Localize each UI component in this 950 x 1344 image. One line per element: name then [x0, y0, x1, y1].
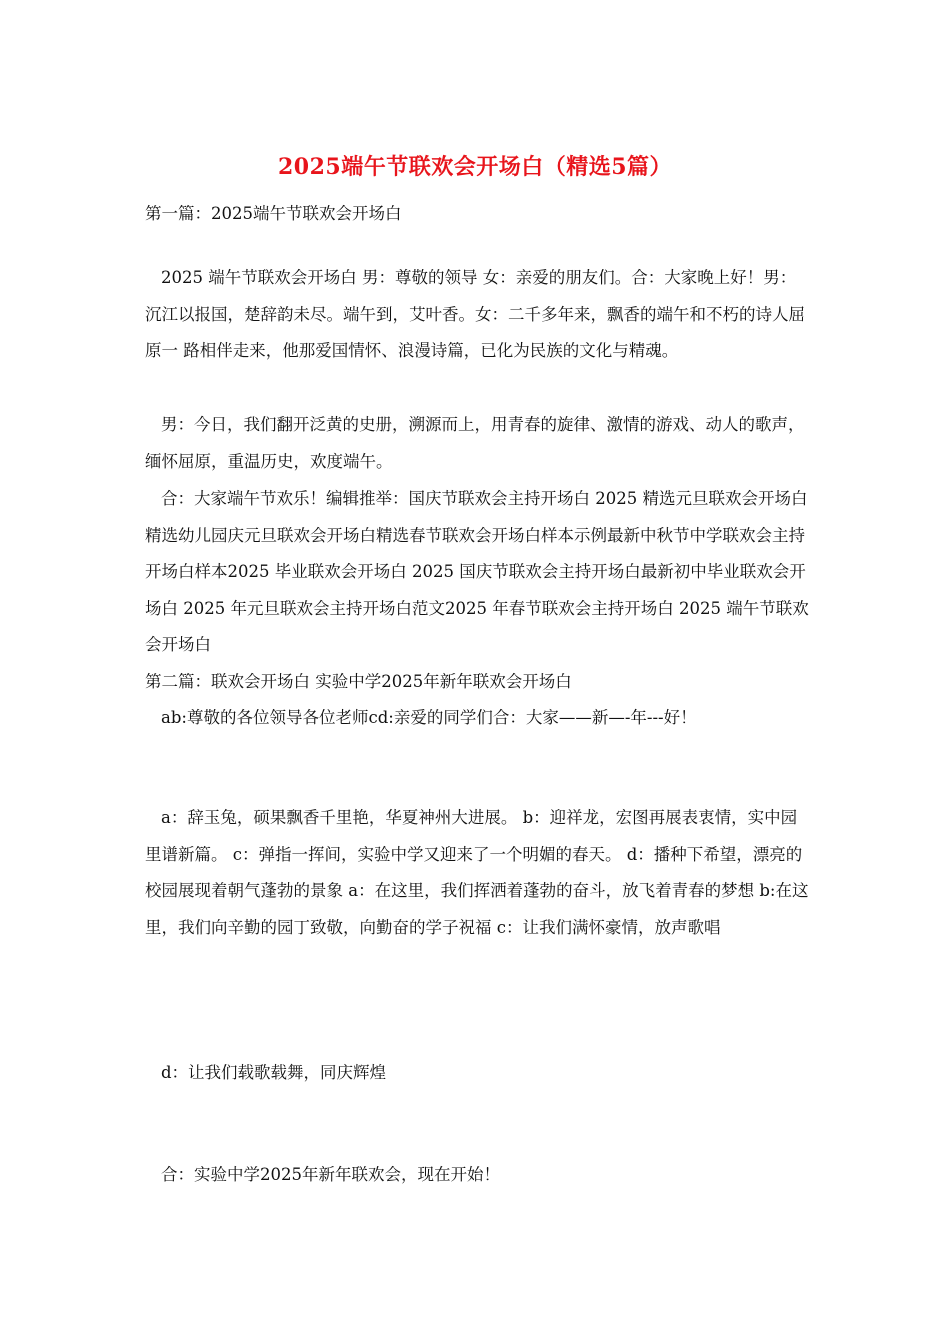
section-1-heading: 第一篇：2025端午节联欢会开场白: [145, 204, 402, 223]
document-title: 2025端午节联欢会开场白（精选5篇）: [277, 154, 673, 180]
section-2-paragraph-d: d：让我们载歌载舞，同庆辉煌: [161, 1063, 387, 1082]
section-2-paragraph-a: a：辞玉兔，硕果飘香千里艳，华夏神州大进展。 b：迎祥龙，宏图再展表衷情，实中园里谱新篇。 c：弹指一挥间，实验中学又迎来了一个明媚的春天。 d：播种下希望，漂亮的校园展现着朝气蓬勃的景象 a：在这里，我们挥洒着蓬勃的奋斗，放飞着青春的梦想 b:在这里，我们向辛勤的园丁致敬，向勤奋的学子祝福 c：让我们满怀豪情，放声歌唱: [145, 808, 809, 937]
section-2-paragraph-final: 合：实验中学2025年新年联欢会，现在开始！: [161, 1165, 500, 1184]
section-1-paragraph-3: 合：大家端午节欢乐！编辑推举：国庆节联欢会主持开场白 2025 精选元旦联欢会开场白精选幼儿园庆元旦联欢会开场白精选春节联欢会开场白样本示例最新中秋节中学联欢会主持开场白样本2025 毕业联欢会开场白 2025 国庆节联欢会主持开场白最新初中毕业联欢会开场白 2025 年元旦联欢会主持开场白范文2025 年春节联欢会主持开场白 2025 端午节联欢会开场白: [145, 489, 809, 654]
section-1-paragraph-2: 男：今日，我们翻开泛黄的史册，溯源而上，用青春的旋律、激情的游戏、动人的歌声，缅怀屈原，重温历史，欢度端午。: [145, 415, 805, 471]
section-2-intro: ab:尊敬的各位领导各位老师cd:亲爱的同学们合：大家——新—-年---好！: [161, 708, 697, 727]
section-1-paragraph-1: 2025 端午节联欢会开场白 男：尊敬的领导 女：亲爱的朋友们。合：大家晚上好！男：沉江以报国，楚辞韵未尽。端午到，艾叶香。女：二千多年来，飘香的端午和不朽的诗人屈原一 路相伴走来，他那爱国情怀、浪漫诗篇，已化为民族的文化与精魂。: [145, 268, 805, 360]
section-2-heading: 第二篇：联欢会开场白 实验中学2025年新年联欢会开场白: [145, 672, 572, 691]
